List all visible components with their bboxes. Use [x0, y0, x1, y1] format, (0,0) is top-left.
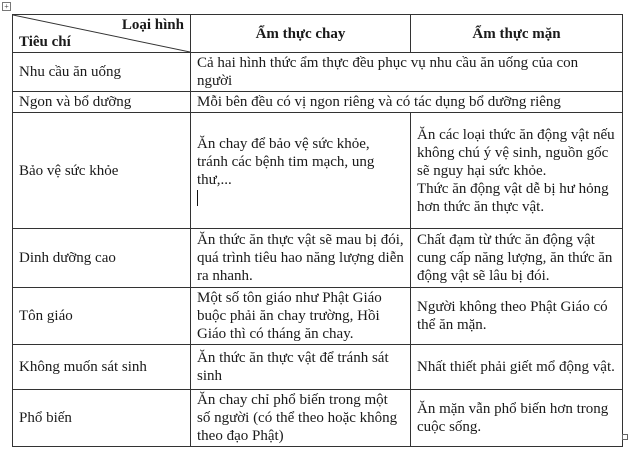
- savory-cell[interactable]: Ăn mặn vẫn phổ biến hơn trong cuộc sống.: [411, 390, 623, 447]
- table-resize-handle[interactable]: [622, 434, 628, 440]
- criterion-cell[interactable]: Dinh dưỡng cao: [13, 229, 191, 288]
- cell-text: Ăn các loại thức ăn động vật nếu không chú ý vệ sinh, nguồn gốc sẽ nguy hại sức khỏe.: [417, 126, 615, 179]
- cell-text: Ăn chay để bảo vệ sức khỏe, tránh các bệnh tim mạch, ung thư,...: [197, 135, 375, 188]
- savory-cell[interactable]: Nhất thiết phải giết mổ động vật.: [411, 345, 623, 390]
- vegetarian-cell[interactable]: Một số tôn giáo như Phật Giáo buộc phải ăn chay trường, Hồi Giáo thì có tháng ăn chay.: [191, 288, 411, 345]
- criterion-cell[interactable]: Phổ biến: [13, 390, 191, 447]
- header-row: [13, 15, 623, 53]
- header-criteria-label: Tiêu chí: [19, 34, 71, 50]
- criterion-cell[interactable]: Ngon và bổ dưỡng: [13, 92, 191, 113]
- savory-cell[interactable]: Chất đạm từ thức ăn động vật cung cấp năng lượng, ăn thức ăn động vật sẽ lâu bị đói.: [411, 229, 623, 288]
- table-row: [13, 229, 623, 288]
- header-vegetarian[interactable]: Ẩm thực chay: [191, 15, 411, 53]
- table-row: [13, 345, 623, 390]
- vegetarian-cell[interactable]: Ăn thức ăn thực vật để tránh sát sinh: [191, 345, 411, 390]
- text-cursor: [197, 190, 198, 206]
- savory-cell[interactable]: [411, 113, 623, 229]
- comparison-table: [12, 14, 623, 447]
- header-savory[interactable]: Ẩm thực mặn: [411, 15, 623, 53]
- table-row: [13, 92, 623, 113]
- table-move-handle[interactable]: +: [2, 2, 11, 11]
- criterion-cell[interactable]: Nhu cầu ăn uống: [13, 53, 191, 92]
- cell-text: Thức ăn động vật dễ bị hư hỏng hơn thức ăn thực vật.: [417, 180, 609, 215]
- table-row: [13, 288, 623, 345]
- vegetarian-cell[interactable]: Ăn chay chỉ phổ biến trong một số người (có thể theo hoặc không theo đạo Phật): [191, 390, 411, 447]
- criterion-cell[interactable]: Tôn giáo: [13, 288, 191, 345]
- table-row: [13, 390, 623, 447]
- criterion-cell[interactable]: Bảo vệ sức khỏe: [13, 113, 191, 229]
- savory-cell[interactable]: Người không theo Phật Giáo có thể ăn mặn.: [411, 288, 623, 345]
- vegetarian-cell[interactable]: Ăn thức ăn thực vật sẽ mau bị đói, quá trình tiêu hao năng lượng diễn ra nhanh.: [191, 229, 411, 288]
- merged-cell[interactable]: Cả hai hình thức ẩm thực đều phục vụ nhu cầu ăn uống của con người: [191, 53, 623, 92]
- merged-cell[interactable]: Mỗi bên đều có vị ngon riêng và có tác dụng bổ dưỡng riêng: [191, 92, 623, 113]
- table-row: [13, 53, 623, 92]
- criterion-cell[interactable]: Không muốn sát sinh: [13, 345, 191, 390]
- diagonal-header-cell[interactable]: [13, 15, 191, 53]
- header-type-label: Loại hình: [121, 17, 184, 33]
- vegetarian-cell[interactable]: [191, 113, 411, 229]
- table-row: [13, 113, 623, 229]
